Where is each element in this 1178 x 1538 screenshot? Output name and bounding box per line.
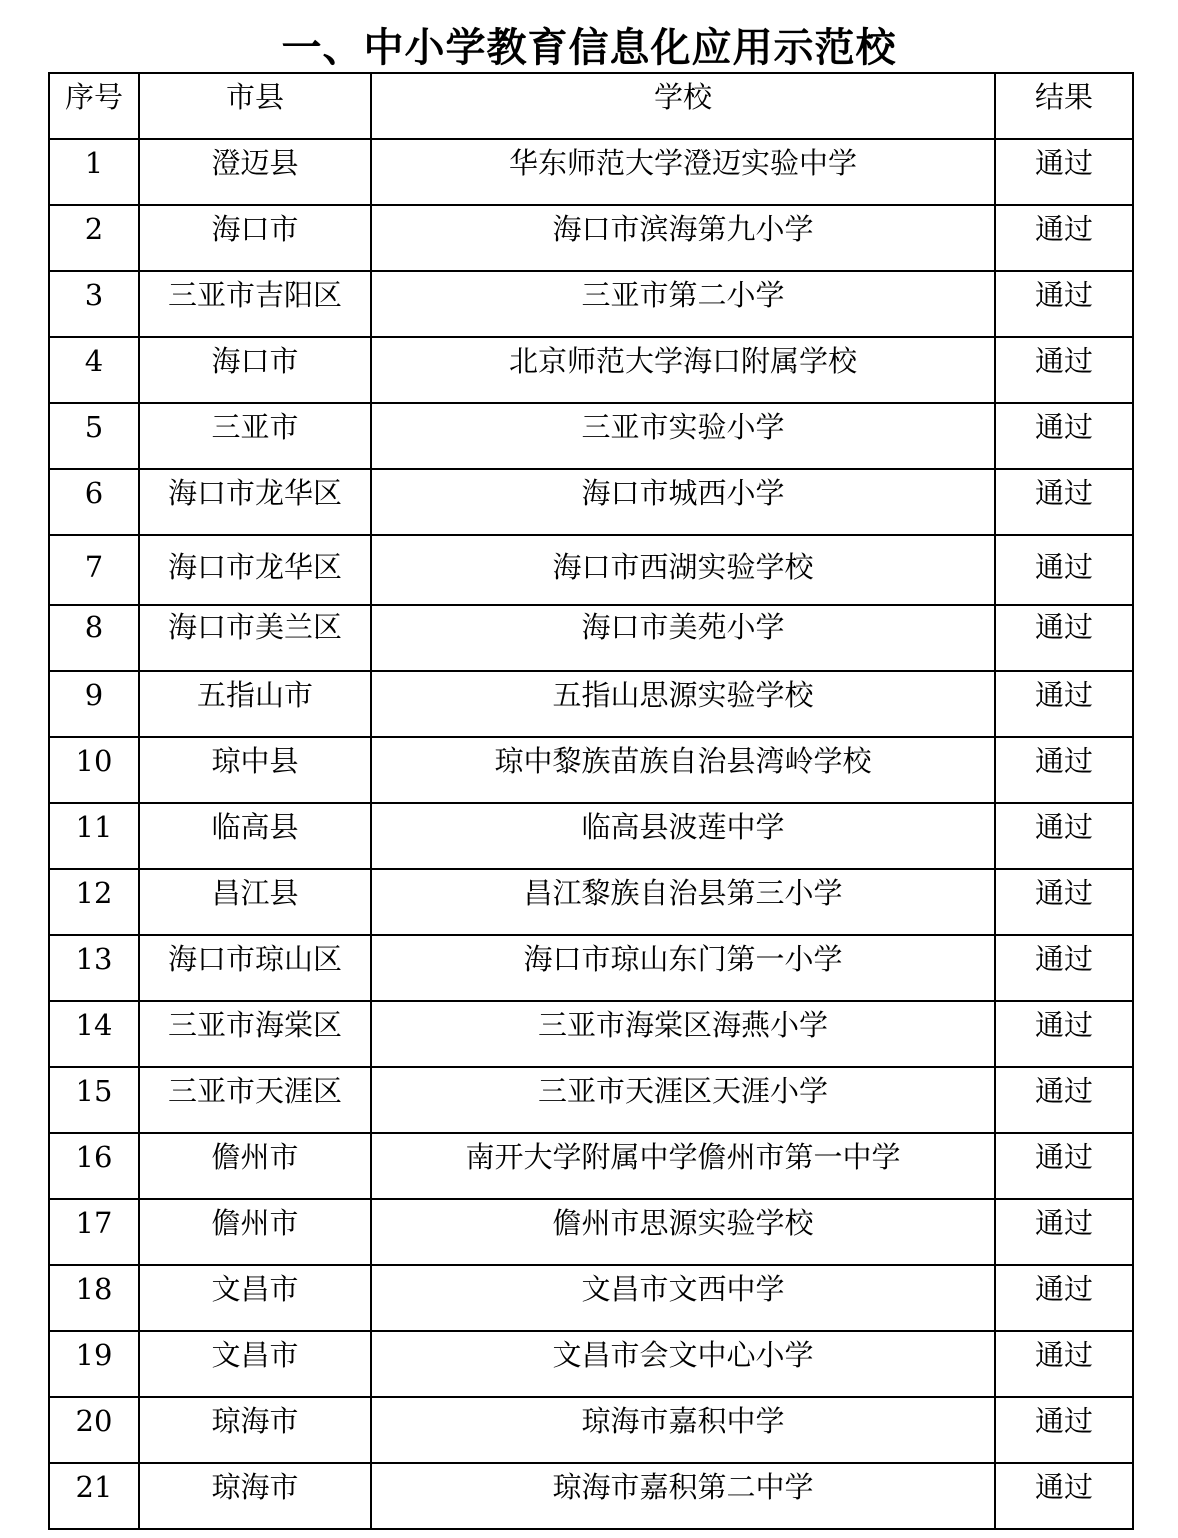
row-index: 20 [49,1397,139,1463]
table-row [49,869,1133,935]
row-region: 琼海市 [139,1397,371,1463]
row-index: 9 [49,671,139,737]
row-index: 2 [49,205,139,271]
row-school: 海口市琼山东门第一小学 [371,935,995,1001]
table-row [49,737,1133,803]
table-row [49,403,1133,469]
row-result: 通过 [995,403,1133,469]
row-result: 通过 [995,605,1133,671]
row-index: 21 [49,1463,139,1529]
row-index: 13 [49,935,139,1001]
row-index: 15 [49,1067,139,1133]
row-school: 昌江黎族自治县第三小学 [371,869,995,935]
row-index: 1 [49,139,139,205]
row-result: 通过 [995,271,1133,337]
header-region: 市县 [139,73,371,139]
row-index: 14 [49,1001,139,1067]
table-row [49,271,1133,337]
row-region: 三亚市吉阳区 [139,271,371,337]
table-row [49,671,1133,737]
table-row [49,1463,1133,1529]
row-result: 通过 [995,535,1133,605]
row-result: 通过 [995,1397,1133,1463]
row-region: 儋州市 [139,1199,371,1265]
row-region: 海口市龙华区 [139,535,371,605]
row-school: 海口市滨海第九小学 [371,205,995,271]
row-index: 12 [49,869,139,935]
row-school: 儋州市思源实验学校 [371,1199,995,1265]
row-region: 文昌市 [139,1331,371,1397]
table-row [49,605,1133,671]
row-index: 10 [49,737,139,803]
row-region: 五指山市 [139,671,371,737]
row-region: 三亚市 [139,403,371,469]
table-row [49,1331,1133,1397]
row-school: 三亚市第二小学 [371,271,995,337]
row-region: 海口市龙华区 [139,469,371,535]
row-result: 通过 [995,205,1133,271]
row-index: 16 [49,1133,139,1199]
row-region: 海口市 [139,205,371,271]
table-row [49,139,1133,205]
row-result: 通过 [995,671,1133,737]
row-school: 海口市美苑小学 [371,605,995,671]
row-result: 通过 [995,139,1133,205]
row-school: 华东师范大学澄迈实验中学 [371,139,995,205]
table-row [49,205,1133,271]
row-school: 琼中黎族苗族自治县湾岭学校 [371,737,995,803]
row-school: 南开大学附属中学儋州市第一中学 [371,1133,995,1199]
row-region: 海口市美兰区 [139,605,371,671]
row-school: 琼海市嘉积中学 [371,1397,995,1463]
row-school: 海口市西湖实验学校 [371,535,995,605]
row-result: 通过 [995,1331,1133,1397]
row-index: 3 [49,271,139,337]
table-row [49,803,1133,869]
row-index: 17 [49,1199,139,1265]
row-region: 澄迈县 [139,139,371,205]
row-region: 文昌市 [139,1265,371,1331]
row-result: 通过 [995,1265,1133,1331]
row-school: 文昌市会文中心小学 [371,1331,995,1397]
row-index: 4 [49,337,139,403]
row-result: 通过 [995,1463,1133,1529]
row-index: 19 [49,1331,139,1397]
table-row [49,469,1133,535]
page-title: 一、中小学教育信息化应用示范校 [281,25,897,71]
row-index: 7 [49,535,139,605]
row-region: 琼海市 [139,1463,371,1529]
row-result: 通过 [995,1199,1133,1265]
row-result: 通过 [995,337,1133,403]
table-row [49,1001,1133,1067]
row-index: 6 [49,469,139,535]
row-region: 海口市琼山区 [139,935,371,1001]
row-region: 琼中县 [139,737,371,803]
table-row [49,337,1133,403]
row-result: 通过 [995,803,1133,869]
table-row [49,1265,1133,1331]
header-school: 学校 [371,73,995,139]
table-row [49,1199,1133,1265]
row-region: 儋州市 [139,1133,371,1199]
row-index: 8 [49,605,139,671]
row-school: 文昌市文西中学 [371,1265,995,1331]
row-result: 通过 [995,869,1133,935]
table-row [49,535,1133,605]
header-index: 序号 [49,73,139,139]
schools-table [48,72,1134,1530]
row-result: 通过 [995,1133,1133,1199]
row-region: 昌江县 [139,869,371,935]
table-header-row [49,73,1133,139]
table-row [49,1067,1133,1133]
row-school: 琼海市嘉积第二中学 [371,1463,995,1529]
table-row [49,935,1133,1001]
row-result: 通过 [995,737,1133,803]
row-school: 三亚市天涯区天涯小学 [371,1067,995,1133]
row-index: 11 [49,803,139,869]
row-region: 临高县 [139,803,371,869]
row-school: 五指山思源实验学校 [371,671,995,737]
table-row [49,1397,1133,1463]
row-region: 海口市 [139,337,371,403]
row-school: 三亚市实验小学 [371,403,995,469]
row-index: 5 [49,403,139,469]
row-region: 三亚市海棠区 [139,1001,371,1067]
row-index: 18 [49,1265,139,1331]
row-result: 通过 [995,1067,1133,1133]
row-result: 通过 [995,469,1133,535]
table-row [49,1133,1133,1199]
row-result: 通过 [995,1001,1133,1067]
row-school: 临高县波莲中学 [371,803,995,869]
header-result: 结果 [995,73,1133,139]
row-school: 北京师范大学海口附属学校 [371,337,995,403]
row-region: 三亚市天涯区 [139,1067,371,1133]
row-result: 通过 [995,935,1133,1001]
row-school: 海口市城西小学 [371,469,995,535]
row-school: 三亚市海棠区海燕小学 [371,1001,995,1067]
